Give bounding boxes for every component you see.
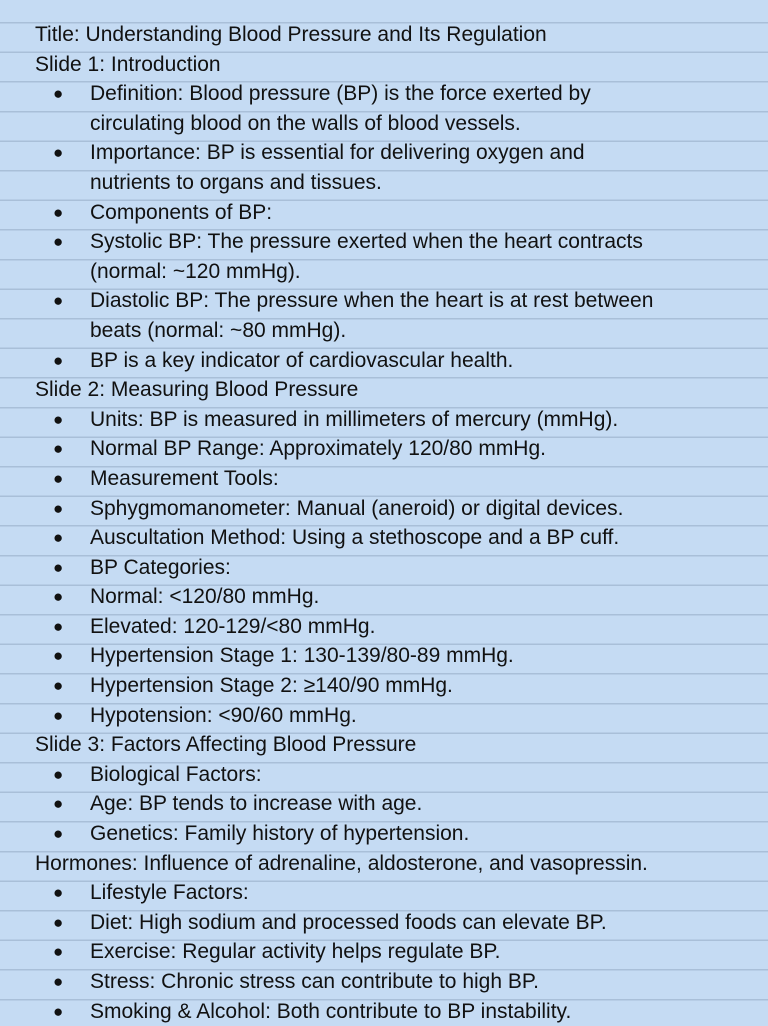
bullet-icon: ● — [53, 705, 64, 725]
bullet-icon: ● — [53, 1001, 64, 1021]
list-item-continuation: nutrients to organs and tissues. — [90, 170, 382, 194]
list-item: ● BP Categories: — [0, 553, 768, 583]
bullet-icon: ● — [53, 616, 64, 636]
bullet-icon: ● — [53, 84, 64, 104]
list-item: ● Normal BP Range: Approximately 120/80 mmHg. — [0, 434, 768, 464]
list-item: ● Sphygmomanometer: Manual (aneroid) or digital devices. — [0, 494, 768, 524]
bullet-icon: ● — [53, 468, 64, 488]
bullet-icon: ● — [53, 794, 64, 814]
bullet-icon: ● — [53, 676, 64, 696]
list-item: ● Smoking & Alcohol: Both contribute to BP instability. — [0, 997, 768, 1026]
list-item: ● Measurement Tools: — [0, 464, 768, 494]
bullet-icon: ● — [53, 409, 64, 429]
document-title: Title: Understanding Blood Pressure and Its Regulation — [35, 23, 547, 46]
bullet-icon: ● — [53, 646, 64, 666]
list-item: ● Diastolic BP: The pressure when the heart is at rest between — [0, 286, 768, 316]
bullet-icon: ● — [53, 202, 64, 222]
bullet-icon: ● — [53, 232, 64, 252]
bullet-icon: ● — [53, 498, 64, 518]
list-item: ● Auscultation Method: Using a stethoscope and a BP cuff. — [0, 523, 768, 553]
list-item: ● Hypertension Stage 1: 130-139/80-89 mmHg. — [0, 641, 768, 671]
bullet-icon: ● — [53, 557, 64, 577]
bullet-icon: ● — [53, 143, 64, 163]
list-item: ● Exercise: Regular activity helps regulate BP. — [0, 937, 768, 967]
list-item-continuation: (normal: ~120 mmHg). — [90, 259, 301, 283]
slide-1-heading: Slide 1: Introduction — [35, 52, 221, 76]
hormones-line: Hormones: Influence of adrenaline, aldosterone, and vasopressin. — [35, 851, 648, 875]
list-item: ● Importance: BP is essential for delivering oxygen and — [0, 138, 768, 168]
list-item: ● Units: BP is measured in millimeters of mercury (mmHg). — [0, 405, 768, 435]
list-item: ● Stress: Chronic stress can contribute to high BP. — [0, 967, 768, 997]
bullet-icon: ● — [53, 912, 64, 932]
bullet-icon: ● — [53, 883, 64, 903]
bullet-icon: ● — [53, 942, 64, 962]
list-item: ● Genetics: Family history of hypertension. — [0, 819, 768, 849]
list-item: ● Biological Factors: — [0, 760, 768, 790]
slide-3-heading: Slide 3: Factors Affecting Blood Pressure — [35, 733, 417, 757]
list-item: ● Components of BP: — [0, 198, 768, 228]
list-item: ● Diet: High sodium and processed foods can elevate BP. — [0, 908, 768, 938]
bullet-icon: ● — [53, 439, 64, 459]
bullet-icon: ● — [53, 824, 64, 844]
list-item: ● BP is a key indicator of cardiovascular health. — [0, 346, 768, 376]
bullet-icon: ● — [53, 764, 64, 784]
bullet-icon: ● — [53, 587, 64, 607]
list-item: ● Hypertension Stage 2: ≥140/90 mmHg. — [0, 671, 768, 701]
list-item: ● Hypotension: <90/60 mmHg. — [0, 701, 768, 731]
list-item: ● Definition: Blood pressure (BP) is the force exerted by — [0, 79, 768, 109]
list-item: ● Normal: <120/80 mmHg. — [0, 582, 768, 612]
bullet-icon: ● — [53, 972, 64, 991]
list-item-continuation: circulating blood on the walls of blood vessels. — [90, 111, 521, 135]
bullet-icon: ● — [53, 528, 64, 548]
list-item-continuation: beats (normal: ~80 mmHg). — [90, 318, 347, 342]
slide-2-heading: Slide 2: Measuring Blood Pressure — [35, 378, 359, 402]
list-item: ● Lifestyle Factors: — [0, 878, 768, 908]
bullet-icon: ● — [53, 291, 64, 311]
bullet-icon: ● — [53, 350, 64, 370]
notes-page — [0, 20, 768, 1026]
list-item: ● Systolic BP: The pressure exerted when the heart contracts — [0, 227, 768, 257]
list-item: ● Elevated: 120-129/<80 mmHg. — [0, 612, 768, 642]
list-item: ● Age: BP tends to increase with age. — [0, 789, 768, 819]
